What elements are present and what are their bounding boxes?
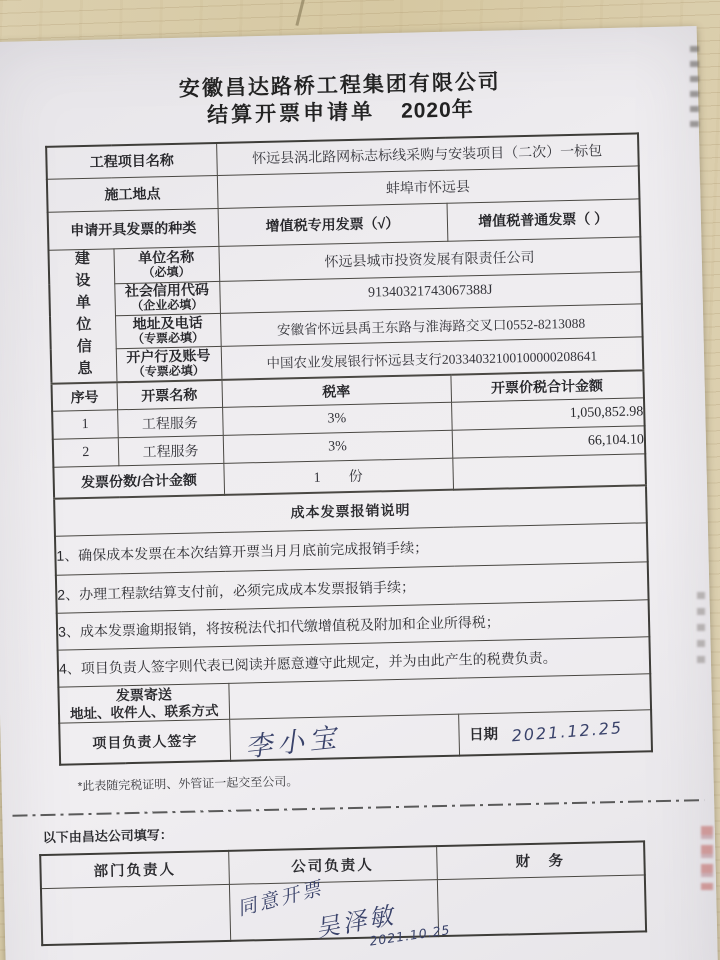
project-name-label: 工程项目名称	[46, 143, 217, 179]
row-amount: 1,050,852.98	[451, 398, 645, 430]
note-item-2: 2、办理工程款结算支付前，必须完成成本发票报销手续；	[56, 562, 649, 613]
builder-label-note: （必填）	[142, 264, 191, 280]
row-seq: 2	[53, 438, 119, 467]
col-header-rate: 税率	[221, 374, 451, 407]
footnote: *此表随完税证明、外管证一起交至公司。	[77, 773, 299, 793]
col-header-seq: 序号	[52, 382, 118, 411]
paper-edge-smudge	[690, 46, 699, 134]
desk-seam	[295, 0, 305, 26]
handwritten-date: 2021.12.25	[511, 718, 625, 746]
company-head-header: 公司负责人	[228, 846, 437, 885]
row-rate: 3%	[223, 430, 453, 463]
count-value: 1 份	[223, 458, 453, 494]
invoice-kind-label: 申请开具发票的种类	[48, 208, 219, 250]
builder-label-note: （专票必填）	[132, 362, 205, 379]
builder-name-value: 怀远县城市投资发展有限责任公司	[218, 236, 641, 281]
row-rate: 3%	[222, 402, 452, 435]
row-name: 工程服务	[118, 435, 224, 465]
form-header	[44, 65, 637, 132]
invoice-general-option: 增值税普通发票（ ）	[447, 198, 641, 240]
date-label: 日期	[468, 726, 499, 744]
signature-label: 项目负责人签字	[59, 719, 230, 764]
note-item-3: 3、成本发票逾期报销，将按税法代扣代缴增值税及附加和企业所得税；	[57, 600, 650, 650]
handwritten-approval-date: 2021.10.25	[367, 921, 451, 949]
builder-label-note: （企业必填）	[131, 297, 204, 314]
count-amount-empty	[452, 454, 646, 489]
dept-head-header: 部门负责人	[40, 850, 229, 888]
handwritten-approval-text: 同意开票	[234, 877, 326, 921]
main-form-table	[45, 132, 653, 765]
builder-label-text: 地址及电话	[132, 314, 203, 332]
finance-header: 财 务	[436, 841, 645, 880]
bank-account-value: 中国农业发展银行怀远县支行20334032100100000208641	[221, 337, 644, 380]
finance-cell-empty	[437, 875, 646, 936]
address-phone-value: 安徽省怀远县禹王东路与淮海路交叉口0552-8213088	[220, 304, 643, 347]
builder-label-text: 开户行及账号	[126, 346, 211, 365]
signature-cell	[229, 714, 459, 764]
col-header-amount: 开票价税合计金额	[450, 370, 644, 402]
mailing-label-line2: 地址、收件人、联系方式	[69, 702, 219, 721]
credit-code-value: 91340321743067388J	[219, 272, 642, 314]
builder-row-label	[114, 281, 220, 315]
builder-info-label: 建设单位信息	[72, 249, 93, 382]
builder-row-label	[116, 346, 222, 382]
company-title: 安徽昌达路桥工程集团有限公司	[178, 70, 502, 101]
note-item-1: 1、确保成本发票在本次结算开票当月月底前完成报销手续；	[55, 523, 648, 575]
handwritten-signature: 李小宝	[243, 722, 342, 764]
company-section-intro: 以下由昌达公司填写：	[42, 826, 173, 845]
mailing-label	[58, 683, 229, 723]
form-year: 2020年	[400, 98, 475, 123]
company-head-cell	[229, 877, 451, 949]
paper-edge-smudge	[697, 592, 705, 664]
date-cell	[458, 710, 652, 755]
col-header-name: 开票名称	[116, 379, 222, 409]
builder-label-text: 单位名称	[137, 248, 195, 266]
row-name: 工程服务	[117, 407, 223, 437]
form-title-text: 结算开票申请单	[206, 100, 376, 128]
builder-info-label-cell	[48, 248, 116, 383]
location-label: 施工地点	[47, 175, 218, 212]
notes-title: 成本发票报销说明	[54, 485, 647, 536]
mailing-label-line1: 发票寄送	[115, 685, 173, 703]
handwritten-approval-signature: 吴泽敏	[312, 900, 398, 944]
row-amount: 66,104.10	[452, 426, 646, 458]
invoice-special-option: 增值税专用发票（√）	[218, 203, 448, 246]
paper-sheet	[0, 26, 719, 960]
count-label: 发票份数/合计金额	[53, 463, 224, 498]
project-name-value: 怀远县涡北路网标志标线采购与安装项目（二次）一标包	[216, 133, 639, 175]
builder-label-note: （专票必填）	[131, 330, 205, 346]
row-seq: 1	[52, 410, 118, 439]
approval-table	[39, 840, 647, 949]
note-item-4: 4、项目负责人签字则代表已阅读并愿意遵守此规定，并为由此产生的税费负责。	[58, 637, 651, 687]
dept-head-cell-empty	[41, 884, 230, 944]
builder-row-label	[115, 313, 221, 348]
location-value: 蚌埠市怀远县	[217, 165, 640, 208]
builder-row-label	[113, 246, 219, 284]
builder-label-text: 社会信用代码	[124, 281, 210, 300]
paper-edge-red-mark	[701, 826, 713, 890]
